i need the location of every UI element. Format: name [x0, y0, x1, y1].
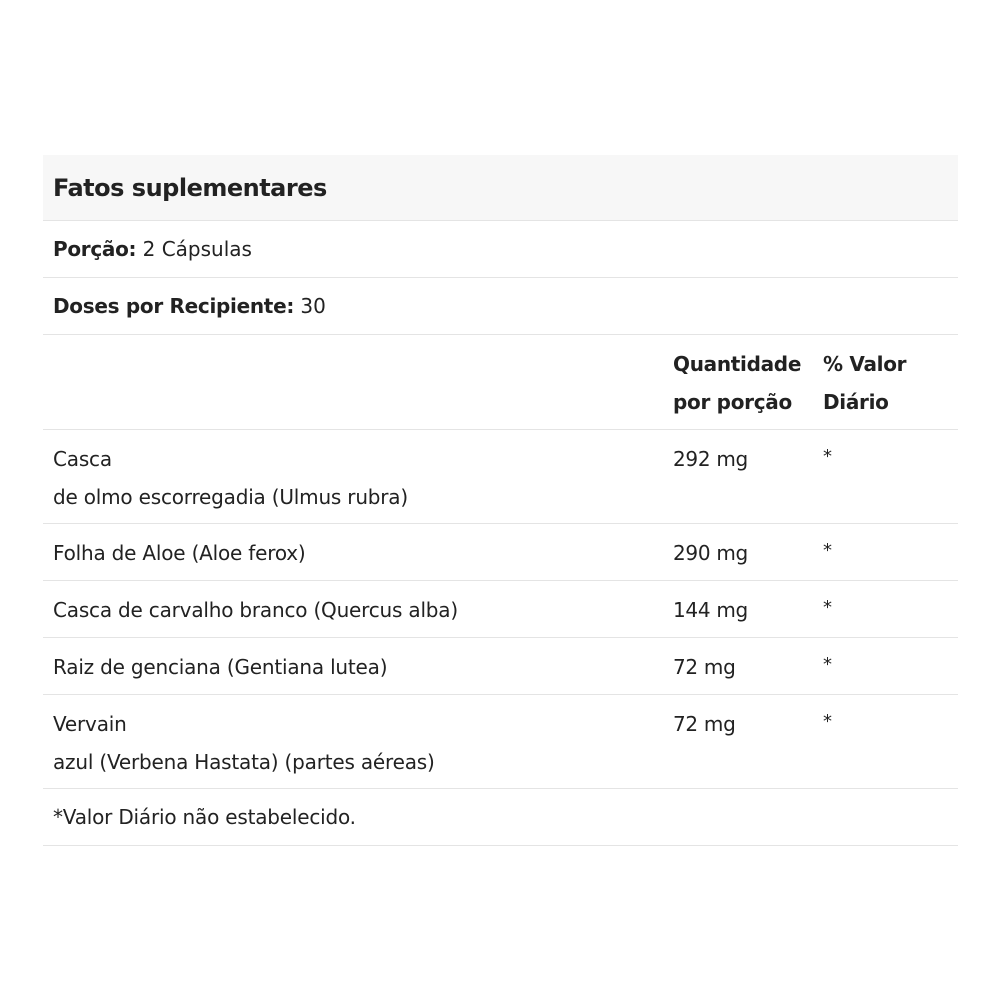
ingredient-amount: 292 mg	[673, 447, 748, 471]
servings-per-container-row	[43, 278, 958, 335]
ingredient-name: Casca de olmo escorregadia (Ulmus rubra)	[53, 447, 408, 509]
header-daily-value: % Valor Diário	[823, 352, 907, 414]
ingredient-daily-value: *	[823, 654, 832, 675]
table-row	[43, 695, 958, 789]
ingredient-name: Folha de Aloe (Aloe ferox)	[53, 541, 306, 565]
ingredient-name: Raiz de genciana (Gentiana lutea)	[53, 655, 388, 679]
table-row	[43, 638, 958, 695]
footnote-text: *Valor Diário não estabelecido.	[53, 805, 356, 829]
table-row	[43, 430, 958, 524]
supplement-facts-panel	[43, 155, 958, 846]
ingredient-amount: 144 mg	[673, 598, 748, 622]
ingredient-amount: 72 mg	[673, 712, 736, 736]
serving-size-label: Porção:	[53, 237, 137, 261]
header-amount: Quantidade por porção	[673, 352, 802, 414]
title-row	[43, 155, 958, 221]
serving-size-value: 2 Cápsulas	[142, 237, 252, 261]
ingredient-name: Vervain azul (Verbena Hastata) (partes aéreas)	[53, 712, 435, 774]
servings-per-container-value: 30	[300, 294, 326, 318]
ingredient-daily-value: *	[823, 446, 832, 467]
ingredient-name: Casca de carvalho branco (Quercus alba)	[53, 598, 458, 622]
ingredient-amount: 290 mg	[673, 541, 748, 565]
table-header-row	[43, 335, 958, 430]
table-row	[43, 524, 958, 581]
footnote-row	[43, 789, 958, 846]
serving-size-row	[43, 221, 958, 278]
ingredient-daily-value: *	[823, 540, 832, 561]
ingredient-amount: 72 mg	[673, 655, 736, 679]
header-ingredient	[43, 345, 673, 429]
ingredient-daily-value: *	[823, 711, 832, 732]
table-row	[43, 581, 958, 638]
panel-title: Fatos suplementares	[53, 173, 327, 202]
ingredient-daily-value: *	[823, 597, 832, 618]
servings-per-container-label: Doses por Recipiente:	[53, 294, 295, 318]
